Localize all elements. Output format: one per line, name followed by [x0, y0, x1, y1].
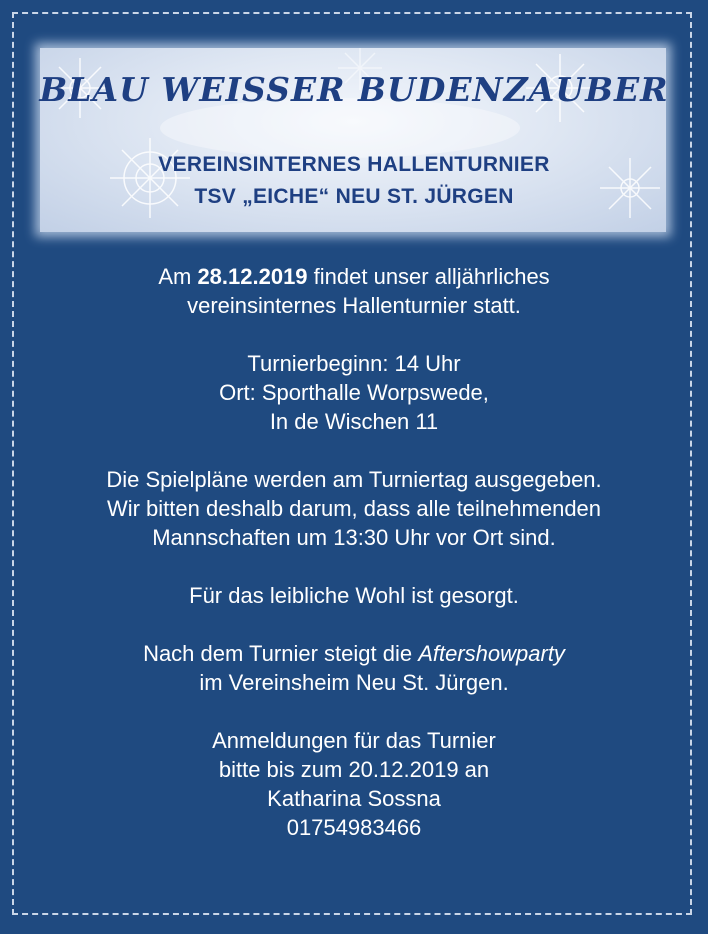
- location-line-2: In de Wischen 11: [269, 409, 439, 434]
- announcement-body: [30, 262, 678, 842]
- contact-name: Katharina Sossna: [267, 786, 441, 811]
- registration-line-2: bitte bis zum 20.12.2019 an: [218, 757, 490, 782]
- start-time: Turnierbeginn: 14 Uhr: [247, 351, 461, 376]
- schedule-line-2: Wir bitten deshalb darum, dass alle teilnehmenden: [106, 496, 602, 521]
- party-name: Aftershowparty: [418, 641, 565, 666]
- location-line-1: Ort: Sporthalle Worpswede,: [219, 380, 489, 405]
- subtitle-line-2: TSV „EICHE“ NEU ST. JÜRGEN: [194, 185, 514, 208]
- party-line-1: Nach dem Turnier steigt die Aftershowparty: [143, 641, 565, 666]
- party-paragraph: [30, 639, 678, 697]
- intro-paragraph: [30, 262, 678, 320]
- party-line-2: im Vereinsheim Neu St. Jürgen.: [199, 670, 509, 695]
- contact-phone: 01754983466: [286, 815, 422, 840]
- schedule-paragraph: [30, 465, 678, 552]
- intro-line-2: vereinsinternes Hallenturnier statt.: [187, 293, 521, 318]
- catering-line: Für das leibliche Wohl ist gesorgt.: [189, 583, 519, 608]
- intro-line-1: Am 28.12.2019 findet unser alljährliches: [158, 264, 550, 289]
- schedule-line-3: Mannschaften um 13:30 Uhr vor Ort sind.: [152, 525, 556, 550]
- event-date: 28.12.2019: [197, 264, 308, 289]
- registration-paragraph: [30, 726, 678, 842]
- event-title: BLAU WEISSER BUDENZAUBER: [39, 70, 669, 109]
- catering-paragraph: [30, 581, 678, 610]
- details-paragraph: [30, 349, 678, 436]
- schedule-line-1: Die Spielpläne werden am Turniertag ausgegeben.: [106, 467, 602, 492]
- registration-line-1: Anmeldungen für das Turnier: [212, 728, 496, 753]
- subtitle-line-1: VEREINSINTERNES HALLENTURNIER: [158, 153, 550, 176]
